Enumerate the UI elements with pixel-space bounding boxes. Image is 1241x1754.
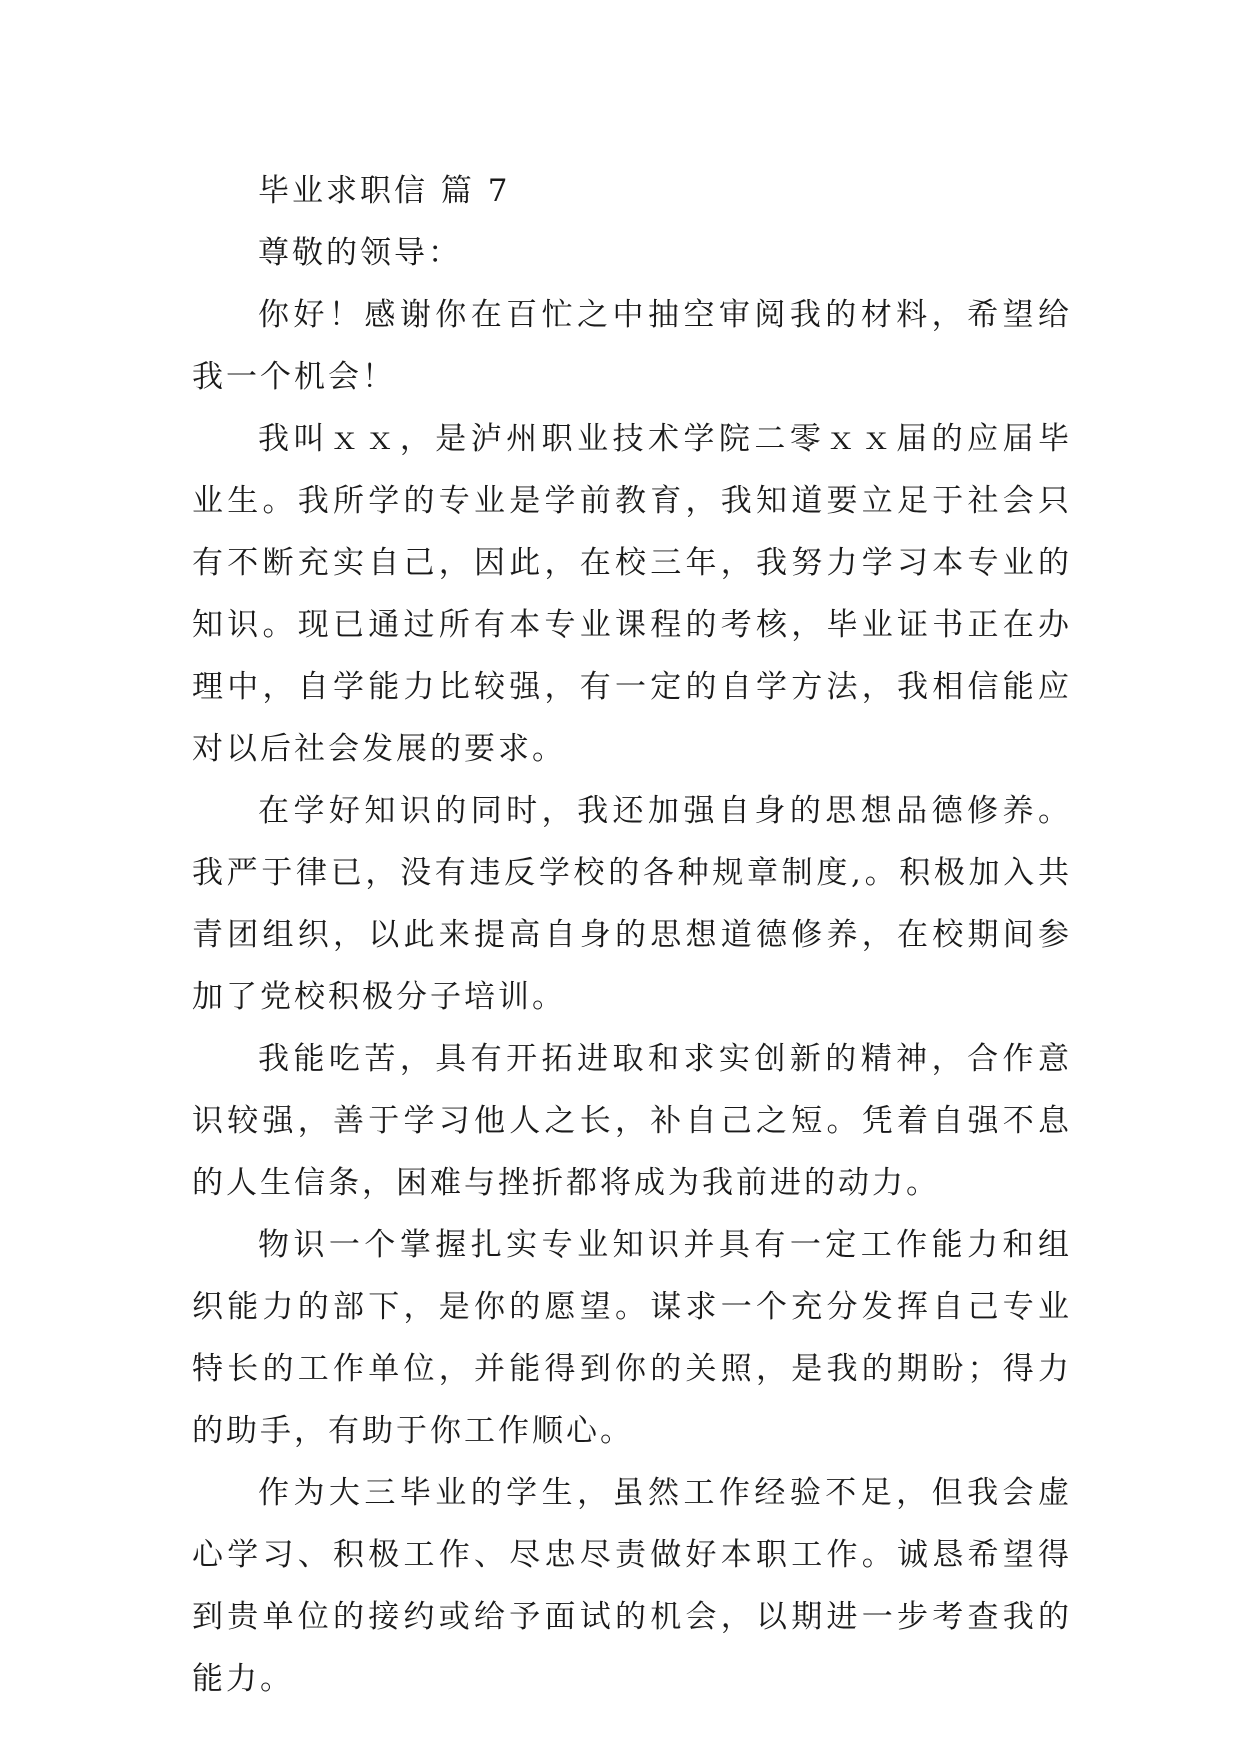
letter-salutation: 尊敬的领导： bbox=[258, 235, 462, 271]
letter-body bbox=[192, 160, 1072, 1710]
paragraph-expectation: 物识一个掌握扎实专业知识并具有一定工作能力和组织能力的部下，是你的愿望。谋求一个充分发挥自己专业特长的工作单位，并能得到你的关照，是我的期盼；得力的助手，有助于你工作顺心。 bbox=[192, 1227, 1072, 1449]
paragraph-character: 在学好知识的同时，我还加强自身的思想品德修养。我严于律已，没有违反学校的各种规章制度,。积极加入共青团组织，以此来提高自身的思想道德修养，在校期间参加了党校积极分子培训。 bbox=[192, 793, 1072, 1015]
letter-heading: 毕业求职信 篇 7 bbox=[258, 173, 511, 209]
paragraph-introduction: 我叫ｘｘ，是泸州职业技术学院二零ｘｘ届的应届毕业生。我所学的专业是学前教育，我知道要立足于社会只有不断充实自己，因此，在校三年，我努力学习本专业的知识。现已通过所有本专业课程的考核，毕业证书正在办理中，自学能力比较强，有一定的自学方法，我相信能应对以后社会发展的要求。 bbox=[192, 421, 1072, 767]
paragraph-greeting: 你好！感谢你在百忙之中抽空审阅我的材料，希望给我一个机会！ bbox=[192, 297, 1072, 395]
paragraph-strengths: 我能吃苦，具有开拓进取和求实创新的精神，合作意识较强，善于学习他人之长，补自己之短。凭着自强不息的人生信条，困难与挫折都将成为我前进的动力。 bbox=[192, 1041, 1072, 1201]
paragraph-closing: 作为大三毕业的学生，虽然工作经验不足，但我会虚心学习、积极工作、尽忠尽责做好本职工作。诚恳希望得到贵单位的接约或给予面试的机会，以期进一步考查我的能力。 bbox=[192, 1475, 1072, 1697]
